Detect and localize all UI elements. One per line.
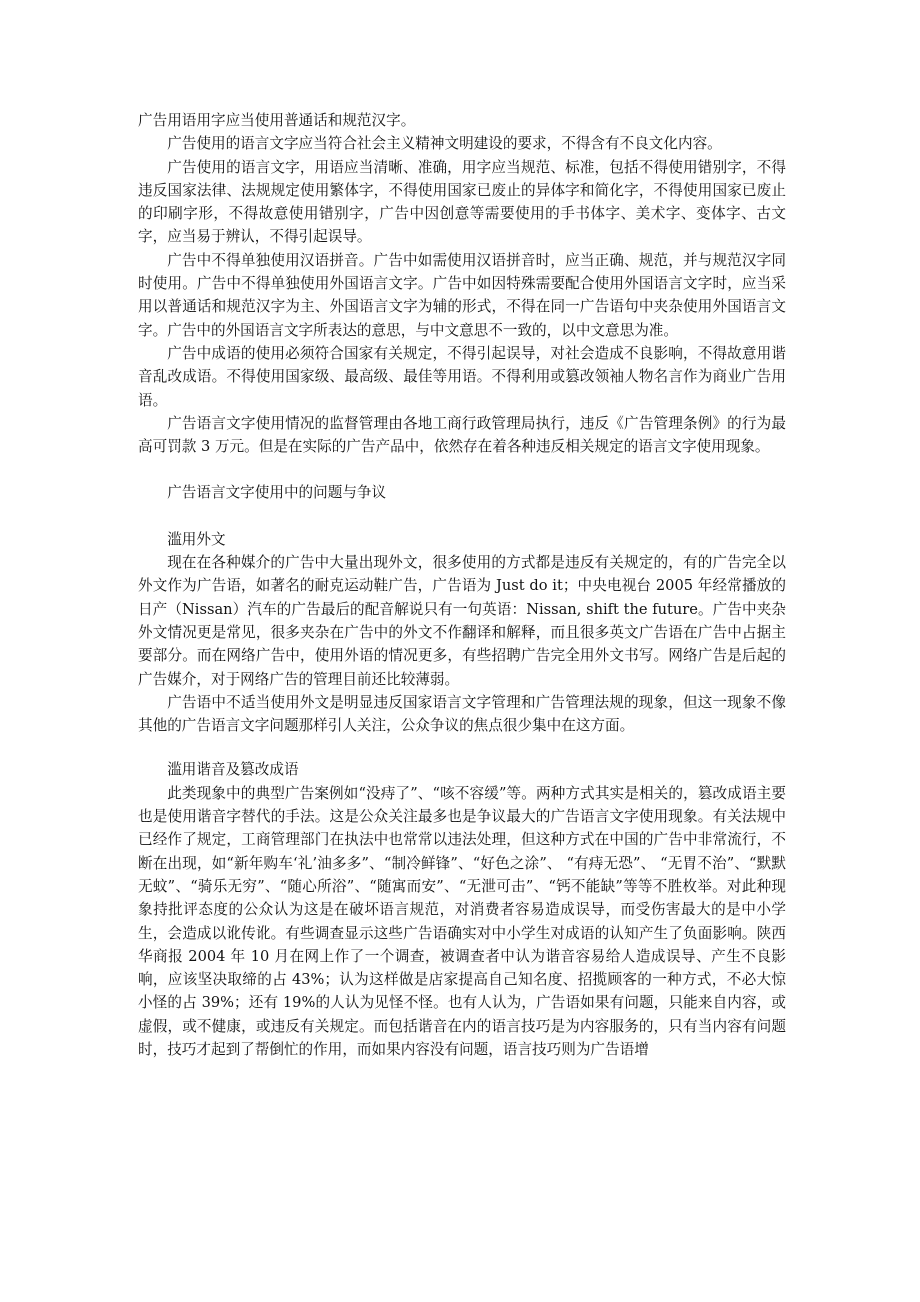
subsection-title-foreign-language: 滥用外文 — [167, 530, 226, 548]
intro-paragraph-6: 广告语言文字使用情况的监督管理由各地工商行政管理局执行，违反《广告管理条例》的行为最高可罚款 3 万元。但是在实际的广告产品中，依然存在着各种违反相关规定的语言文字使用现象。 — [138, 414, 786, 456]
subsection-2-paragraph-1: 此类现象中的典型广告案例如“没痔了”、“咳不容缓”等。两种方式其实是相关的，篡改成语主要也是使用谐音字替代的手法。这是公众关注最多也是争议最大的广告语言文字使用现象。有关法规中已经作了规定，工商管理部门在执法中也常常以违法处理，但这种方式在中国的广告中非常流行，不断在出现，如“新年购车‘礼’油多多”、“制冷鲜锋”、“好色之涂”、 “有痔无恐”、 “无胃不治”、“默默无蚊”、“骑乐无穷”、“随心所浴”、“随寓而安”、“无泄可击”、“钙不能缺”等等不胜枚举。对此种现象持批评态度的公众认为这是在破坏语言规范，对消费者容易造成误导，而受伤害最大的是中小学生，会造成以讹传讹。有些调查显示这些广告语确实对中小学生对成语的认知产生了负面影响。陕西华商报 2004 年 10 月在网上作了一个调查，被调查者中认为谐音容易给人造成误导、产生不良影响，应该坚决取缔的占 43%；认为这样做是店家提高自己知名度、招揽顾客的一种方式，不必大惊小怪的占 39%；还有 19%的人认为见怪不怪。也有人认为，广告语如果有问题，只能来自内容，或虚假，或不健康，或违反有关规定。而包括谐音在内的语言技巧是为内容服务的，只有当内容有问题时，技巧才起到了帮倒忙的作用，而如果内容没有问题，语言技巧则为广告语增 — [138, 784, 786, 1058]
spacer — [138, 458, 786, 481]
intro-paragraph-5: 广告中成语的使用必须符合国家有关规定，不得引起误导，对社会造成不良影响，不得故意用谐音乱改成语。不得使用国家级、最高级、最佳等用语。不得利用或篡改领袖人物名言作为商业广告用语。 — [138, 344, 786, 409]
intro-paragraph-2: 广告使用的语言文字应当符合社会主义精神文明建设的要求，不得含有不良文化内容。 — [167, 135, 722, 153]
spacer — [138, 737, 786, 758]
subsection-title-homophones: 滥用谐音及篡改成语 — [167, 761, 299, 779]
intro-paragraph-3: 广告使用的语言文字，用语应当清晰、准确，用字应当规范、标准，包括不得使用错别字，不得违反国家法律、法规规定使用繁体字，不得使用国家已废止的异体字和简化字，不得使用国家已废止的印刷字形，不得故意使用错别字，广告中因创意等需要使用的手书体字、美术字、变体字、古文字，应当易于辨认，不得引起误导。 — [138, 158, 786, 246]
document-page — [138, 109, 786, 1061]
intro-paragraph-4: 广告中不得单独使用汉语拼音。广告中如需使用汉语拼音时，应当正确、规范，并与规范汉字同时使用。广告中不得单独使用外国语言文字。广告中如因特殊需要配合使用外国语言文字时，应当采用以普通话和规范汉字为主、外国语言文字为辅的形式，不得在同一广告语句中夹杂使用外国语言文字。广告中的外国语言文字所表达的意思，与中文意思不一致的，以中文意思为准。 — [138, 251, 786, 339]
spacer — [138, 505, 786, 528]
subsection-1-paragraph-1: 现在在各种媒介的广告中大量出现外文，很多使用的方式都是违反有关规定的，有的广告完全以外文作为广告语，如著名的耐克运动鞋广告，广告语为 Just do it；中央电视台 2005 年经常播放的日产（Nissan）汽车的广告最后的配音解说只有一句英语：Nissan, shift the future。广告中夹杂外文情况更是常见，很多夹杂在广告中的外文不作翻译和解释，而且很多英文广告语在广告中占据主要部分。而在网络广告中，使用外语的情况更多，有些招聘广告完全用外文书写。网络广告是后起的广告媒介，对于网络广告的管理目前还比较薄弱。 — [138, 554, 786, 688]
subsection-1-paragraph-2: 广告语中不适当使用外文是明显违反国家语言文字管理和广告管理法规的现象，但这一现象不像其他的广告语言文字问题那样引人关注，公众争议的焦点很少集中在这方面。 — [138, 693, 786, 735]
section-title: 广告语言文字使用中的问题与争议 — [167, 484, 387, 502]
intro-paragraph-1: 广告用语用字应当使用普通话和规范汉字。 — [138, 112, 416, 129]
